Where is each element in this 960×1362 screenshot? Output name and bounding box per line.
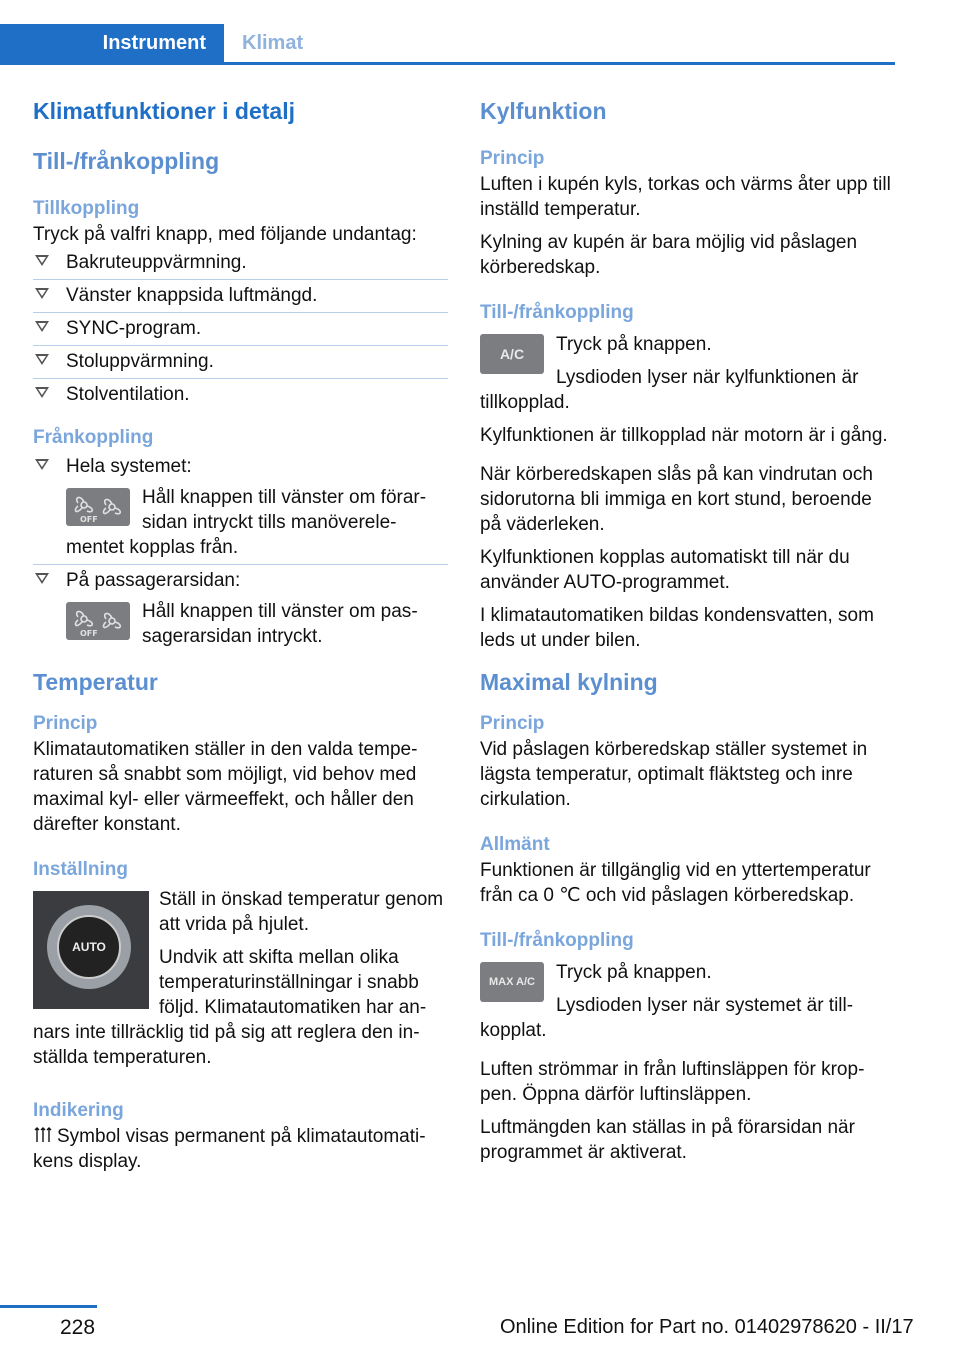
- subheading-indikering: Indikering: [33, 1100, 124, 1121]
- subheading-princip: Princip: [33, 713, 98, 734]
- kyl-princip-text-2: Kylning av kupén är bara möjlig vid påslagen körberedskap.: [480, 232, 858, 278]
- section-title-temperatur: Temperatur: [33, 669, 158, 695]
- exceptions-list: [33, 247, 448, 411]
- subheading-tillkoppling: Tillkoppling: [33, 198, 140, 219]
- arrow-icon: [35, 573, 49, 584]
- list-item: Stolventilation.: [33, 379, 448, 411]
- list-item: Hela systemet: OFF Håll knappen till vänster om förarsidan intryckt tills manöverelementet kopplas från.: [33, 451, 448, 565]
- section-title-kylfunktion: Kylfunktion: [480, 98, 607, 124]
- svg-text:OFF: OFF: [80, 629, 98, 638]
- info-text-3: I klimatautomatiken bildas kondensvatten, som leds ut under bilen.: [480, 605, 874, 651]
- list-item: På passagerarsidan: OFF Håll knappen till vänster om passagerarsidan intryckt.: [33, 565, 448, 653]
- frankoppling-list: [33, 451, 448, 653]
- svg-text:OFF: OFF: [80, 515, 98, 524]
- item2-text: Håll knappen till vänster om passagerarsidan intryckt.: [142, 601, 418, 647]
- tab-instrument[interactable]: Instrument: [0, 24, 224, 62]
- subheading-frankoppling: Frånkoppling: [33, 427, 154, 448]
- arrow-icon: [35, 321, 49, 332]
- list-item: Stoluppvärmning.: [33, 346, 448, 379]
- installning-text-2: Undvik att skifta mellan olika temperaturinställningar i snabb följd. Klimatautomatiken har annars inte tillräcklig tid på sig att reglera den inställda temperaturen.: [33, 947, 427, 1068]
- max-cooling-symbol-icon: [33, 1126, 53, 1144]
- header-tab-bar: [0, 24, 895, 65]
- item1-text: Håll knappen till vänster om förarsidan intryckt tills manöverelementet kopplas från.: [66, 487, 427, 558]
- list-item: SYNC-program.: [33, 313, 448, 346]
- princip-text: Klimatautomatiken ställer in den valda temperaturen så snabbt som möjligt, vid behov med maximal kyl- eller värmeeffekt, och håller den därefter konstant.: [33, 739, 418, 835]
- tillkoppling-text: Tryck på valfri knapp, med följande undantag:: [33, 224, 417, 245]
- temperature-knob-image: AUTO: [33, 891, 149, 1009]
- fan-off-button-icon: [66, 488, 130, 526]
- till-text-1: Tryck på knappen.: [556, 334, 712, 355]
- till-text-2: Lysdioden lyser när kylfunktionen är tillkopplad.: [480, 367, 859, 413]
- max-text-4: Luftmängden kan ställas in på förarsidan när programmet är aktiverat.: [480, 1117, 855, 1163]
- subheading-till-frankoppling: Till-/frånkoppling: [480, 302, 634, 323]
- arrow-icon: [35, 354, 49, 365]
- max-till-text-1: Tryck på knappen.: [556, 962, 712, 983]
- page-number: 228: [60, 1316, 96, 1339]
- indikering-text: Symbol visas permanent på klimatautomatikens display.: [33, 1126, 426, 1172]
- max-till-text-2: Lysdioden lyser när systemet är tillkopplat.: [480, 995, 854, 1041]
- subheading-max-till-frankoppling: Till-/frånkoppling: [480, 930, 634, 951]
- arrow-icon: [35, 459, 49, 470]
- installning-text-1: Ställ in önskad temperatur genom att vrida på hjulet.: [159, 889, 444, 935]
- right-column: [480, 96, 895, 1165]
- page-title: Klimatfunktioner i detalj: [33, 98, 295, 124]
- subheading-installning: Inställning: [33, 859, 128, 880]
- subheading-princip: Princip: [480, 148, 545, 169]
- max-ac-button-icon: MAX A/C: [480, 962, 544, 1002]
- allmant-text: Funktionen är tillgänglig vid en yttertemperatur från ca 0 ℃ och vid påslagen körberedskap.: [480, 860, 871, 906]
- info-text-2: Kylfunktionen kopplas automatiskt till när du använder AUTO-programmet.: [480, 547, 850, 593]
- list-item: Bakruteuppvärmning.: [33, 247, 448, 280]
- arrow-icon: [35, 288, 49, 299]
- list-item: Vänster knappsida luftmängd.: [33, 280, 448, 313]
- section-title-maximal-kylning: Maximal kylning: [480, 669, 658, 695]
- till-text-3: Kylfunktionen är tillkopplad när motorn är i gång.: [480, 425, 888, 446]
- footer-rule: [0, 1305, 97, 1308]
- arrow-icon: [35, 255, 49, 266]
- subheading-allmant: Allmänt: [480, 834, 550, 855]
- edition-text: Online Edition for Part no. 01402978620 - II/17: [500, 1316, 914, 1338]
- fan-off-button-icon: [66, 602, 130, 640]
- max-princip-text: Vid påslagen körberedskap ställer systemet in lägsta temperatur, optimalt fläktsteg och inre cirkulation.: [480, 739, 868, 810]
- arrow-icon: [35, 387, 49, 398]
- kyl-princip-text-1: Luften i kupén kyls, torkas och värms åter upp till inställd temperatur.: [480, 174, 891, 220]
- subheading-max-princip: Princip: [480, 713, 545, 734]
- max-text-3: Luften strömmar in från luftinsläppen för kroppen. Öppna därför luftinsläppen.: [480, 1059, 865, 1105]
- section-title-onoff: Till-/frånkoppling: [33, 148, 220, 174]
- info-text-1: När körberedskapen slås på kan vindrutan och sidorutorna bli immiga en kort stund, beroende på väderleken.: [480, 464, 873, 535]
- ac-button-icon: A/C: [480, 334, 544, 374]
- left-column: [33, 96, 448, 1174]
- tab-klimat[interactable]: Klimat: [242, 32, 304, 54]
